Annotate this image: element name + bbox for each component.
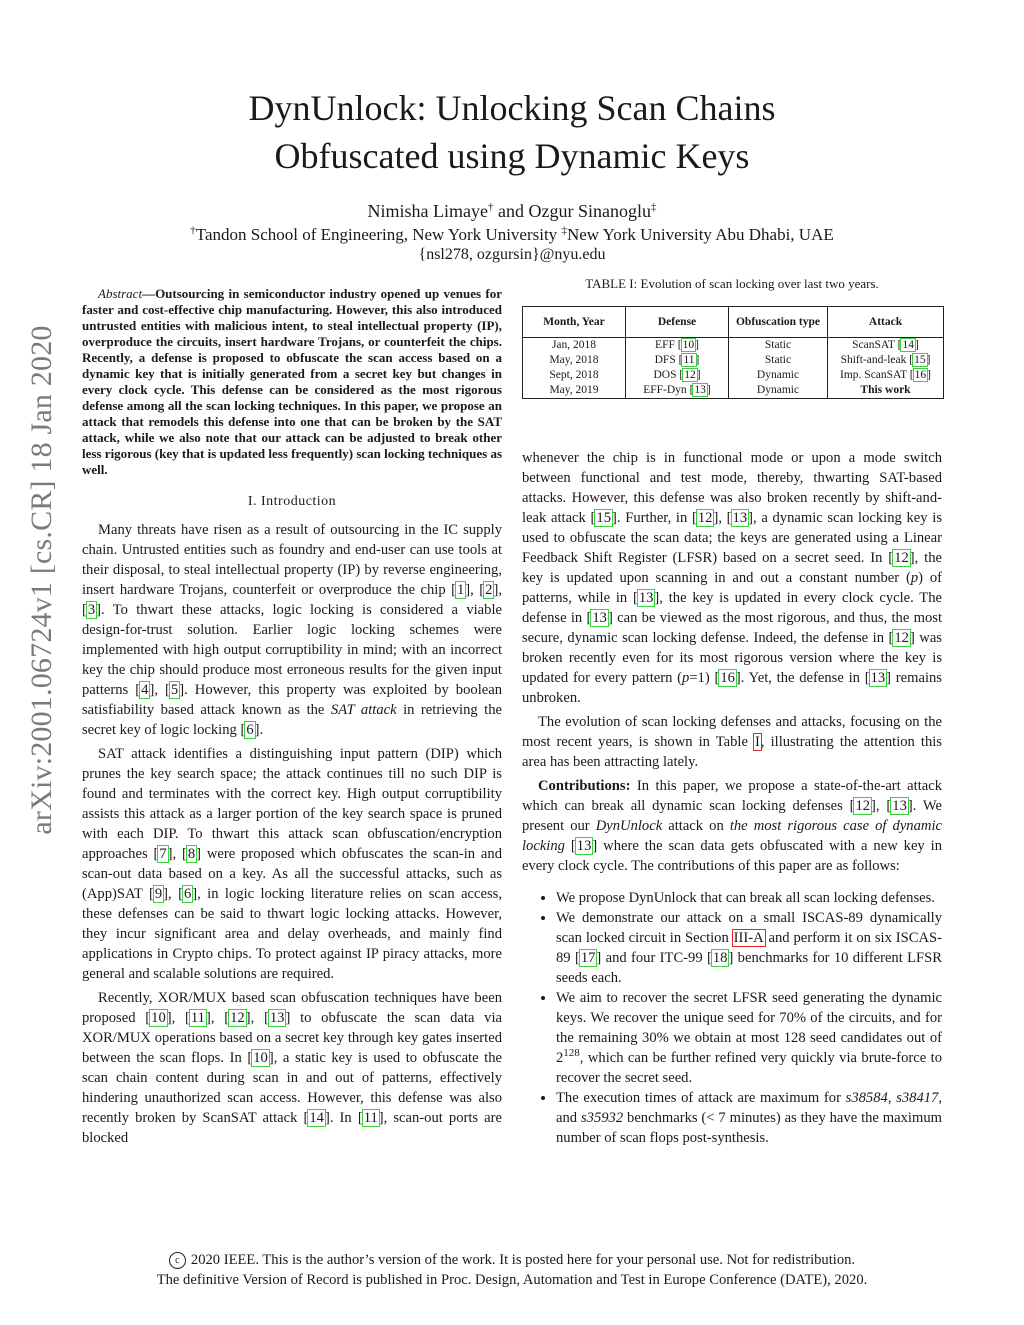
affil-1: Tandon School of Engineering, New York University xyxy=(195,225,558,244)
table-header: Attack xyxy=(828,307,944,338)
table-cell: Dynamic xyxy=(729,368,828,383)
citation-link[interactable]: 13 xyxy=(694,384,706,396)
citation-link[interactable]: 17 xyxy=(580,950,596,966)
author-1: Nimisha Limaye xyxy=(367,201,488,221)
table-cell: Shift-and-leak [15] xyxy=(828,353,944,368)
intro-paragraph-3: Recently, XOR/MUX based scan obfuscation techniques have been proposed [10], [11], [12], [13] to obfuscate the scan data via XOR/MUX operations based on a secret key through key gates inserted between the scan flops. In [10], a static key is used to obfuscate the scan chain content during scan in and out of patterns, effectively hindering unauthorized scan access. However, this defense was also recently broken by ScanSAT attack [14]. In [11], scan-out ports are blocked xyxy=(82,990,503,1146)
abstract-label: Abstract xyxy=(98,286,143,301)
table-row xyxy=(523,338,944,354)
table-row xyxy=(523,353,944,368)
citation-link[interactable]: 10 xyxy=(682,339,695,351)
title-line-2: Obfuscated using Dynamic Keys xyxy=(274,136,750,176)
citation-link[interactable]: 13 xyxy=(870,670,886,686)
copyright-footer xyxy=(40,1250,984,1290)
citation-link[interactable]: 2 xyxy=(485,582,493,598)
right-paragraph-2: The evolution of scan locking defenses and attacks, focusing on the most recent years, is shown in Table I, illustrating the attention this area has been attracting lately. xyxy=(522,714,942,770)
citation-link[interactable]: 12 xyxy=(230,1010,245,1026)
table-row xyxy=(523,368,944,383)
citation-link[interactable]: 12 xyxy=(697,510,713,526)
table-cell: Dynamic xyxy=(729,383,828,399)
citation-link[interactable]: 13 xyxy=(592,610,607,626)
citation-link[interactable]: 16 xyxy=(720,670,735,686)
contributions-list xyxy=(522,888,942,1148)
citation-link[interactable]: 7 xyxy=(159,846,167,862)
affil-2-mark: ‡ xyxy=(561,224,567,237)
table-header: Month, Year xyxy=(523,307,626,338)
table-cell: This work xyxy=(828,383,944,399)
citation-link[interactable]: 12 xyxy=(894,550,909,566)
author-2-mark: ‡ xyxy=(650,201,657,213)
citation-link[interactable]: 8 xyxy=(187,846,196,862)
author-joiner: and xyxy=(493,201,529,221)
right-paragraph-1: whenever the chip is in functional mode or upon a mode switch between functional and test mode, thereby, thwarting SAT-based attacks. However, this defense was also broken recently by shift-and-leak attack [15]. Further, in [12], [13], a dynamic scan locking key is used to obfuscate the scan data; the keys are generated using a Linear Feedback Shift Register (LFSR) based on a secret seed. In [12], the key is updated upon scanning in and out a constant number (p) of patterns, while in [13], the key is updated in every clock cycle. The defense in [13] can be viewed as the most rigorous, and thus, the most secure, dynamic scan locking defense. Indeed, the defense in [12] was broken recently even for its most rigorous version where the key is updated for every pattern (p=1) [16]. Yet, the defense in [13] remains unbroken. xyxy=(522,450,943,706)
table-row xyxy=(523,383,944,399)
authors xyxy=(90,201,934,222)
citation-link[interactable]: 10 xyxy=(151,1010,166,1026)
author-1-mark: † xyxy=(488,201,494,213)
intro-paragraph-2: SAT attack identifies a distinguishing input pattern (DIP) which prunes the key search space; the attack continues till no such DIP is found and terminates with the correct key. High output corruptibility assists this attack as a larger portion of the key search space is pruned with each DIP. To thwart this attack scan obfuscation/encryption approaches [7], [8] were proposed which obfuscates the scan-in and scan-out data based on a key. As all the successful attacks, such as (App)SAT [9], [6], in logic locking literature relies on scan access, these defenses can be said to thwart logic locking attacks. However, they incur significant area and delay overheads, and mainly find applications in Crypto chips. To protect against IP piracy attacks, more general and scalable solutions are required. xyxy=(82,746,503,982)
right-column-table xyxy=(522,276,942,399)
abstract xyxy=(82,286,502,478)
citation-link[interactable]: 6 xyxy=(183,886,192,902)
section-heading-introduction: I. Introduction xyxy=(247,494,337,509)
table-cell: DOS [12] xyxy=(626,368,729,383)
citation-link[interactable]: 14 xyxy=(309,1110,324,1126)
evolution-table xyxy=(522,306,944,399)
abstract-text: —Outsourcing in semiconductor industry opened up venues for faster and cost-effective chip manufacturing. However, this also introduced untrusted entities with malicious intent, to steal intellectual property (IP), overproduce the circuits, insert hardware Trojans, or counterfeit the chips. Recently, a defense is proposed to obfuscate the scan access based on a dynamic key that is initially generated from a secret key but changes in every clock cycle. This defense can be considered as the most rigorous defense among all the scan locking techniques. In this paper, we propose an attack that remodels this defense into one that can be broken by the SAT attack, while we also note that our attack can be adjusted to break other less rigorous (key that is updated less frequently) scan locking techniques as well. xyxy=(82,286,502,477)
table-cell: May, 2019 xyxy=(523,383,626,399)
table-cell: Static xyxy=(729,338,828,354)
arxiv-stamp xyxy=(17,220,67,940)
arxiv-id: arXiv:2001.06724v1 [cs.CR] 18 Jan 2020 xyxy=(25,325,58,835)
right-column-text xyxy=(522,448,942,1148)
citation-link[interactable]: 11 xyxy=(363,1110,378,1126)
table-cell: EFF [10] xyxy=(626,338,729,354)
affiliations xyxy=(90,225,934,245)
citation-link[interactable]: 15 xyxy=(914,354,926,366)
table-cell: May, 2018 xyxy=(523,353,626,368)
table-cell: Sept, 2018 xyxy=(523,368,626,383)
table-caption: TABLE I: Evolution of scan locking over last two years. xyxy=(585,276,879,291)
citation-link[interactable]: 3 xyxy=(87,602,96,618)
table-cell: ScanSAT [14] xyxy=(828,338,944,354)
citation-link[interactable]: 11 xyxy=(683,354,695,366)
table-header-row xyxy=(523,307,944,338)
author-emails: {nsl278, ozgursin}@nyu.edu xyxy=(418,246,606,263)
table-cell: Jan, 2018 xyxy=(523,338,626,354)
citation-link[interactable]: 13 xyxy=(576,838,592,854)
list-item: • We demonstrate our attack on a small ISCAS-89 dynamically scan locked circuit in Section III-A and perform it on six ISCAS-89 [17] and four ITC-99 [18] benchmarks for 10 different LFSR seeds each. xyxy=(556,908,942,988)
citation-link[interactable]: 12 xyxy=(894,630,909,646)
citation-link[interactable]: 4 xyxy=(141,682,149,698)
citation-link[interactable]: 13 xyxy=(892,798,907,814)
citation-link[interactable]: 13 xyxy=(732,510,748,526)
table-reference-link[interactable]: I xyxy=(755,734,760,750)
citation-link[interactable]: 10 xyxy=(253,1050,268,1066)
list-item: • We propose DynUnlock that can break all scan locking defenses. xyxy=(556,888,942,908)
citation-link[interactable]: 15 xyxy=(596,510,611,526)
contributions-paragraph: Contributions: In this paper, we propose a state-of-the-art attack which can break all dynamic scan locking defenses [12], [13]. We present our DynUnlock attack on the most rigorous case of dynamic locking [13] where the scan data gets obfuscated with a new key in every clock cycle. The contributions of this paper are as follows: xyxy=(522,778,943,874)
list-item: • The execution times of attack are maximum for s38584, s38417, and s35932 benchmarks (< 7 minutes) as they have the maximum number of scan flops post-synthesis. xyxy=(556,1088,942,1148)
citation-link[interactable]: 12 xyxy=(684,369,696,381)
affil-2: New York University Abu Dhabi, UAE xyxy=(566,225,834,244)
citation-link[interactable]: 9 xyxy=(154,886,163,902)
citation-link[interactable]: 12 xyxy=(855,798,871,814)
affil-1-mark: † xyxy=(190,224,196,237)
citation-link[interactable]: 11 xyxy=(190,1010,205,1026)
title-line-1: DynUnlock: Unlocking Scan Chains xyxy=(248,88,776,128)
author-2: Ozgur Sinanoglu xyxy=(528,201,651,221)
table-header: Obfuscation type xyxy=(729,307,828,338)
footer-line-2: The definitive Version of Record is published in Proc. Design, Automation and Test in Europe Conference (DATE), 2020. xyxy=(156,1272,868,1288)
footer-line-1: c 2020 IEEE. This is the author’s version of the work. It is posted here for your personal use. Not for redistribution. xyxy=(40,1250,984,1270)
citation-link[interactable]: 18 xyxy=(712,950,728,966)
table-header: Defense xyxy=(626,307,729,338)
table-cell: Static xyxy=(729,353,828,368)
table-cell: Imp. ScanSAT [16] xyxy=(828,368,944,383)
paper-title xyxy=(90,84,934,180)
table-cell: DFS [11] xyxy=(626,353,729,368)
intro-paragraph-1: Many threats have risen as a result of outsourcing in the IC supply chain. Untrusted entities such as foundry and end-user can use tools at their disposal, to steal intellectual property (IP) by reverse engineering, insert hardware Trojans, counterfeit or overproduce the chip [1], [2], [3]. To thwart these attacks, logic locking is considered a viable design-for-trust solution. Earlier logic locking schemes were implemented with high output corruptibility in mind; with an incorrect key the chip should produce most erroneous results for the given input patterns [4], [5]. However, this property was exploited by boolean satisfiability based attack known as the SAT attack in retrieving the secret key of logic locking [6]. xyxy=(82,522,503,738)
left-column xyxy=(82,286,502,1152)
list-item: • We aim to recover the secret LFSR seed generating the dynamic keys. We recover the unique seed for 70% of the circuits, and for the remaining 30% we obtain at most 128 seed candidates out of $2^{128}$, which can be further refined very quickly via brute-force to recover the secret seed. xyxy=(556,988,942,1088)
citation-link[interactable]: 16 xyxy=(914,369,927,381)
citation-link[interactable]: 14 xyxy=(902,339,914,351)
citation-link[interactable]: 5 xyxy=(170,682,179,698)
citation-link[interactable]: 6 xyxy=(246,722,254,738)
citation-link[interactable]: 13 xyxy=(269,1010,285,1026)
section-reference-link[interactable]: III-A xyxy=(733,930,764,946)
table-cell: EFF-Dyn [13] xyxy=(626,383,729,399)
citation-link[interactable]: 13 xyxy=(638,590,654,606)
copyright-icon: c xyxy=(169,1252,186,1269)
citation-link[interactable]: 1 xyxy=(457,582,465,598)
